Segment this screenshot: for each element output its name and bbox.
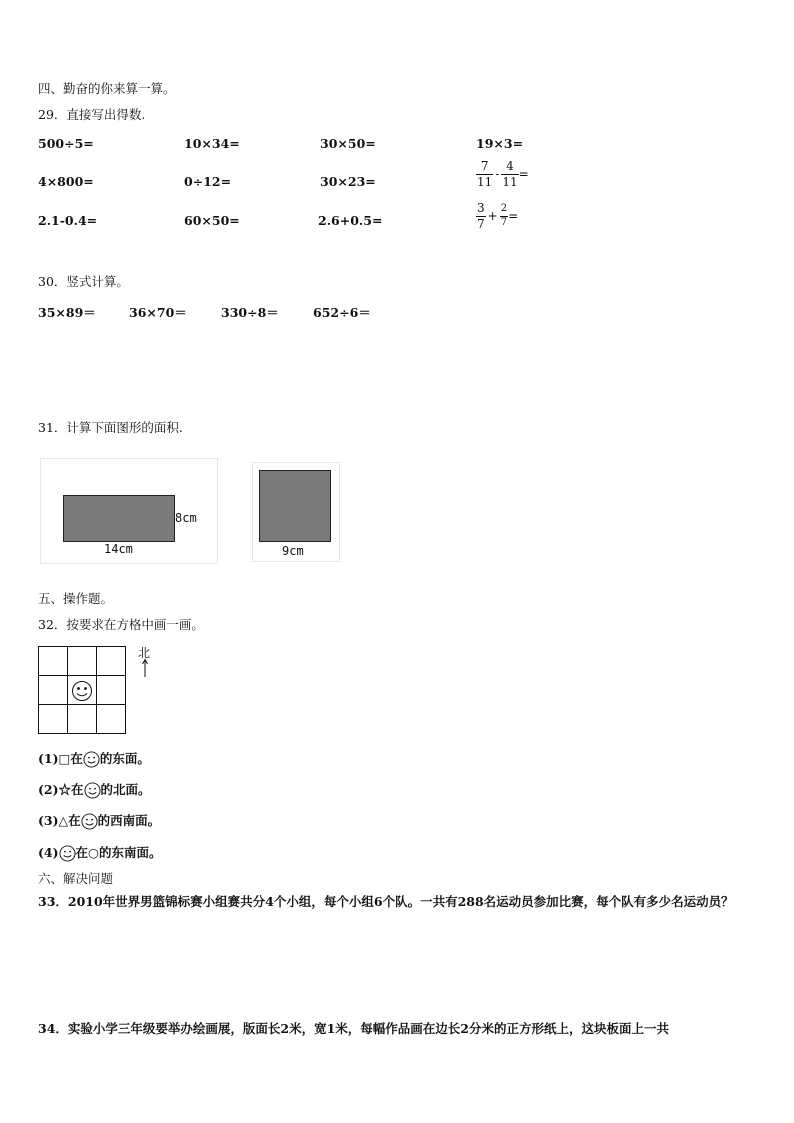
calc-item: 4×800= — [38, 174, 94, 189]
square-shape — [259, 470, 331, 542]
calc-item: 500÷5= — [38, 136, 94, 151]
smiley-face-icon — [84, 782, 101, 799]
calc-item: 2.6+0.5= — [318, 213, 383, 228]
rectangle-height-label: 8cm — [175, 511, 197, 525]
section-five-heading: 五、操作题。 — [38, 591, 114, 606]
section-four-heading: 四、勤奋的你来算一算。 — [38, 81, 176, 96]
vertical-calc-item: 35×89＝ — [38, 305, 96, 320]
calc-item: 30×50= — [320, 136, 376, 151]
calc-item: 0÷12= — [184, 174, 232, 189]
north-label: 北 — [138, 646, 151, 660]
smiley-face-icon — [59, 845, 76, 862]
grid-border — [39, 647, 126, 734]
smiley-face-icon — [83, 751, 100, 768]
calc-item: 2.1-0.4= — [38, 213, 98, 228]
fraction: $\frac{2}{7}$ — [500, 203, 508, 228]
equals-sign: = — [518, 167, 529, 182]
rectangle-shape — [63, 495, 175, 542]
fraction: $\frac{7}{11}$ — [477, 159, 493, 189]
calc-item: 19×3= — [476, 136, 524, 151]
question-32-title: 32．按要求在方格中画一画。 — [38, 617, 204, 632]
vertical-calc-item: 330÷8＝ — [221, 305, 279, 320]
fraction: $\frac{4}{11}$ — [502, 159, 518, 189]
equals-sign: = — [508, 209, 519, 224]
question-31-title: 31．计算下面图形的面积. — [38, 420, 183, 435]
question-33-text: 33．2010年世界男篮锦标赛小组赛共分4个小组，每个小组6个队。一共有288名运动员参加比赛，每个队有多少名运动员？ — [38, 894, 734, 909]
operator: + — [487, 209, 498, 224]
section-six-heading: 六、解决问题 — [38, 871, 114, 886]
smiley-face-icon — [73, 682, 92, 701]
calc-item: 30×23= — [320, 174, 376, 189]
smiley-face-icon — [81, 813, 98, 830]
vertical-calc-item: 36×70＝ — [129, 305, 187, 320]
fraction-expression-2 — [476, 202, 518, 230]
fraction-expression-1 — [476, 160, 529, 188]
calc-item: 60×50= — [184, 213, 240, 228]
question-29-title: 29．直接写出得数. — [38, 107, 146, 122]
question-34-text: 34．实验小学三年级要举办绘画展，版面长2米，宽1米，每幅作品画在边长2分米的正方形纸上，这块板面上一共 — [38, 1021, 669, 1036]
calc-item: 10×34= — [184, 136, 240, 151]
question-30-title: 30．竖式计算。 — [38, 274, 129, 289]
square-side-label: 9cm — [282, 544, 304, 558]
task-3: (3)△在 的西南面。 — [38, 813, 161, 828]
north-arrow-icon — [140, 658, 150, 678]
operator: - — [495, 167, 500, 182]
task-1: (1)□在 的东面。 — [38, 751, 150, 766]
task-2: (2)☆在 的北面。 — [38, 782, 151, 797]
vertical-calc-item: 652÷6＝ — [313, 305, 371, 320]
fraction: $\frac{3}{7}$ — [477, 201, 485, 231]
task-4: (4) 在○的东南面。 — [38, 845, 162, 860]
grid — [38, 646, 128, 736]
rectangle-width-label: 14cm — [104, 542, 133, 556]
